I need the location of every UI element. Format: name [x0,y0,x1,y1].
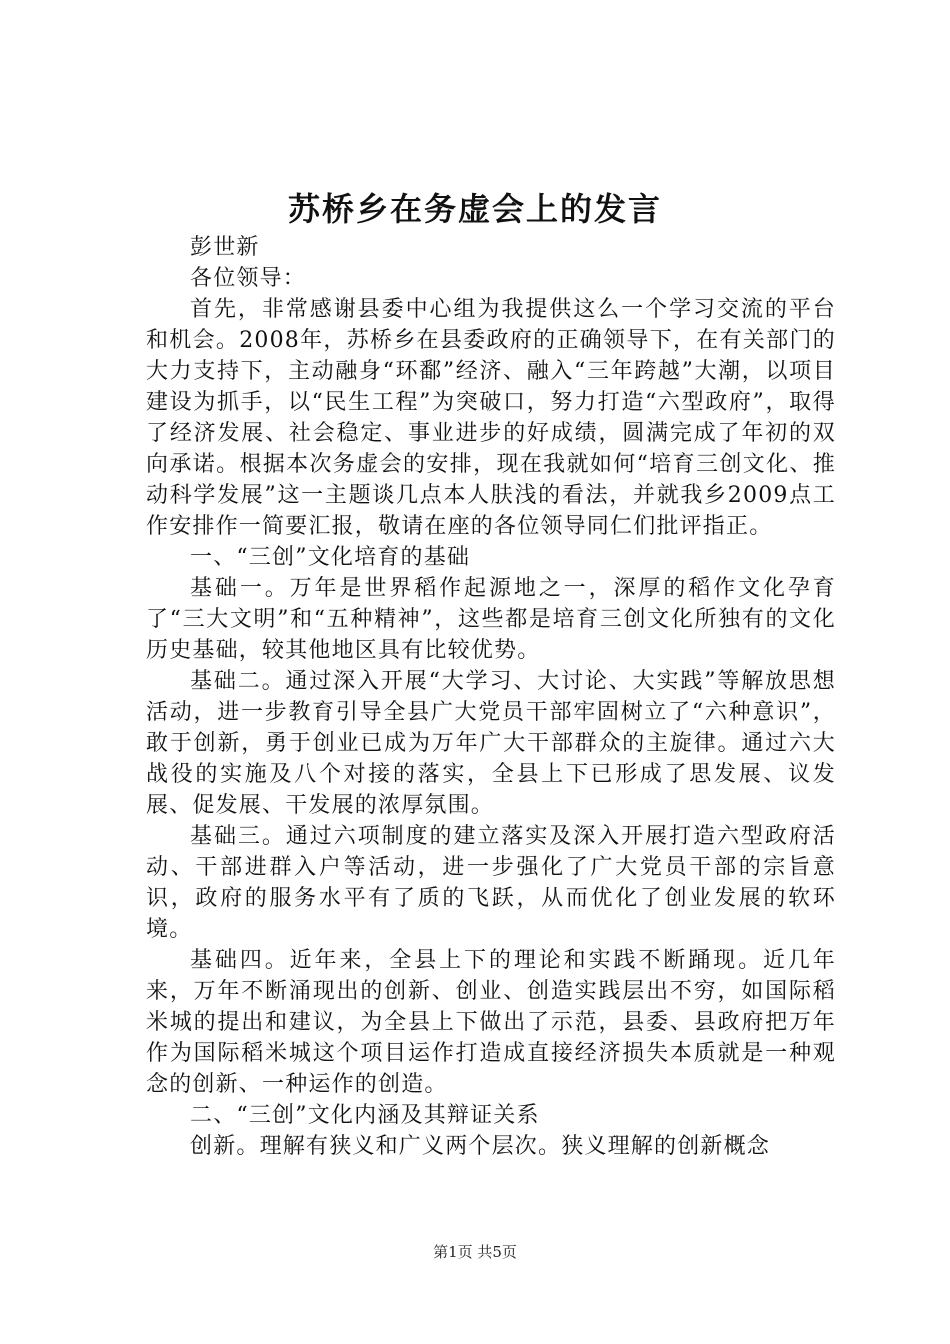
section-heading-2: 二、“三创”文化内涵及其辩证关系 [190,1103,540,1128]
section-heading-1: 一、“三创”文化培育的基础 [190,545,471,570]
paragraph-basis-3: 基础三。通过六项制度的建立落实及深入开展打造六型政府活动、干部进群入户等活动，进一步强化了广大党员干部的宗旨意识，政府的服务水平有了质的飞跃，从而优化了创业发展的软环境。 [146,824,836,942]
paragraph-basis-2: 基础二。通过深入开展“大学习、大讨论、大实践”等解放思想活动，进一步教育引导全县广大党员干部牢固树立了“六种意识”，敢于创新，勇于创业已成为万年广大干部群众的主旋律。通过六大战役的实施及八个对接的落实，全县上下已形成了思发展、议发展、促发展、干发展的浓厚氛围。 [146,669,836,818]
salutation-line: 各位领导： [190,266,307,291]
paragraph-intro: 首先，非常感谢县委中心组为我提供这么一个学习交流的平台和机会。2008年，苏桥乡在县委政府的正确领导下，在有关部门的大力支持下，主动融身“环鄱”经济、融入“三年跨越”大潮，以项目建设为抓手，以“民生工程”为突破口，努力打造“六型政府”，取得了经济发展、社会稳定、事业进步的好成绩，圆满完成了年初的双向承诺。根据本次务虚会的安排，现在我就如何“培育三创文化、推动科学发展”这一主题谈几点本人肤浅的看法，并就我乡2009点工作安排作一简要汇报，敬请在座的各位领导同仁们批评指正。 [146,297,836,539]
author-line: 彭世新 [190,235,260,260]
paragraph-innovation: 创新。理解有狭义和广义两个层次。狭义理解的创新概念 [190,1134,771,1159]
document-title: 苏桥乡在务虚会上的发言 [287,190,662,228]
document-body [146,232,836,1162]
page-footer: 第1页 共5页 [433,1243,517,1261]
paragraph-basis-4: 基础四。近年来，全县上下的理论和实践不断踊现。近几年来，万年不断涌现出的创新、创业、创造实践层出不穷，如国际稻米城的提出和建议，为全县上下做出了示范，县委、县政府把万年作为国际稻米城这个项目运作打造成直接经济损失本质就是一种观念的创新、一种运作的创造。 [146,948,836,1097]
paragraph-basis-1: 基础一。万年是世界稻作起源地之一，深厚的稻作文化孕育了“三大文明”和“五种精神”，这些都是培育三创文化所独有的文化历史基础，较其他地区具有比较优势。 [146,576,836,663]
